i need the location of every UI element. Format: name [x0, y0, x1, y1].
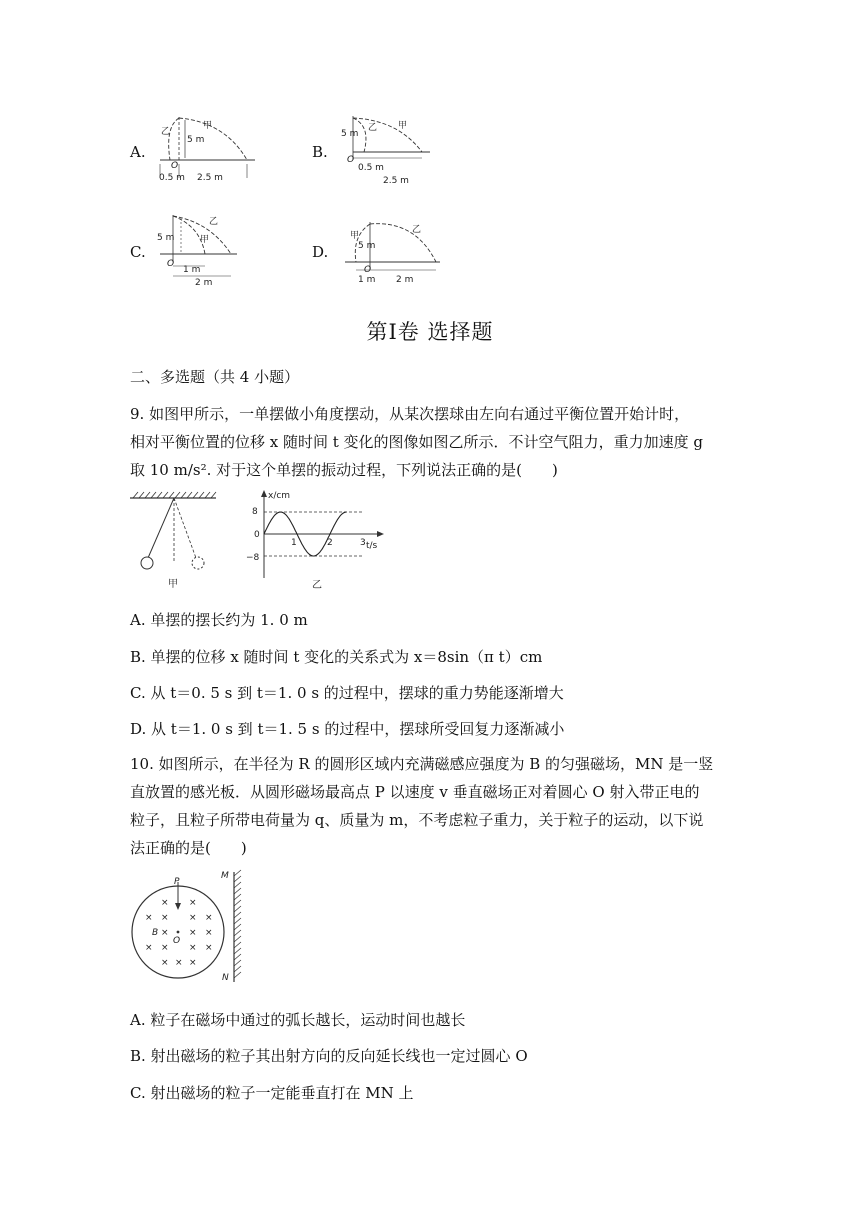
- option-b-d2: 2.5 m: [383, 176, 409, 186]
- y-axis-label: x/cm: [268, 491, 291, 501]
- option-d-d2: 2 m: [396, 275, 414, 285]
- x-tick-1: 1: [291, 538, 297, 548]
- center-point: [177, 931, 180, 934]
- option-a-figure: [155, 112, 260, 184]
- pendulum-figure: [128, 490, 223, 590]
- pendulum-caption: 甲: [168, 579, 178, 590]
- q10-line4: 法正确的是( ): [130, 839, 247, 857]
- hatch-line: [234, 948, 241, 954]
- y-tick-origin: 0: [254, 530, 260, 540]
- q9-option-a: A. 单摆的摆长约为 1. 0 m: [130, 611, 308, 629]
- field-cross: ×: [145, 943, 153, 953]
- y-axis-arrow: [261, 490, 267, 497]
- option-a-height: 5 m: [187, 135, 205, 145]
- hatch-line: [234, 876, 241, 882]
- q10-option-a: A. 粒子在磁场中通过的弧长越长，运动时间也越长: [130, 1011, 466, 1029]
- x-axis-arrow: [377, 531, 384, 537]
- section-title: 第Ⅰ卷 选择题: [366, 320, 494, 344]
- hatch-line: [234, 894, 241, 900]
- option-a-letter: A.: [130, 143, 146, 161]
- x-tick-2: 2: [327, 538, 333, 548]
- field-cross: ×: [161, 943, 169, 953]
- field-cross: ×: [161, 958, 169, 968]
- x-tick-3: 3: [360, 538, 366, 548]
- option-a-origin: O: [171, 161, 179, 171]
- y-tick-neg: −8: [246, 553, 260, 563]
- field-cross: ×: [189, 898, 197, 908]
- hatch-line: [234, 972, 241, 978]
- q9-line2: 相对平衡位置的位移 x 随时间 t 变化的图像如图乙所示．不计空气阻力，重力加速度 g: [130, 433, 703, 451]
- option-c-height: 5 m: [157, 233, 175, 243]
- option-a-jia: 甲: [203, 121, 213, 131]
- option-d-d1: 1 m: [358, 275, 376, 285]
- q9-stem: [130, 400, 750, 484]
- hatch-line: [234, 936, 241, 942]
- option-b-jia: 甲: [398, 121, 408, 131]
- field-cross: ×: [189, 943, 197, 953]
- magnetic-field-figure: [128, 866, 248, 986]
- option-d-yi: 乙: [412, 225, 422, 235]
- q10-line2: 直放置的感光板．从圆形磁场最高点 P 以速度 v 垂直磁场正对着圆心 O 射入带正电的: [130, 783, 700, 801]
- plate-m-label: M: [221, 871, 229, 881]
- hatch-line: [234, 966, 241, 972]
- option-c-jia: 甲: [200, 235, 210, 245]
- option-c-figure: [155, 210, 245, 288]
- field-cross: ×: [161, 898, 169, 908]
- option-a-d1: 0.5 m: [159, 173, 185, 183]
- option-d-letter: D.: [312, 243, 329, 261]
- field-cross: ×: [161, 928, 169, 938]
- option-b-letter: B.: [312, 143, 328, 161]
- xt-axes: [261, 490, 384, 578]
- q10-stem: [130, 750, 750, 862]
- xt-graph: [240, 488, 390, 592]
- q9-line3: 取 10 m/s². 对于这个单摆的振动过程，下列说法正确的是( ): [130, 461, 558, 479]
- hatch-line: [234, 924, 241, 930]
- option-b-origin: O: [347, 155, 355, 165]
- q10-option-c: C. 射出磁场的粒子一定能垂直打在 MN 上: [130, 1084, 414, 1102]
- option-d-origin: O: [364, 265, 372, 275]
- field-cross: ×: [189, 928, 197, 938]
- hatch-line: [234, 918, 241, 924]
- q9-option-c: C. 从 t＝0. 5 s 到 t＝1. 0 s 的过程中，摆球的重力势能逐渐增大: [130, 684, 564, 702]
- q10-line1: 10. 如图所示，在半径为 R 的圆形区域内充满磁感应强度为 B 的匀强磁场，MN 是一竖: [130, 755, 714, 773]
- option-c-origin: O: [167, 259, 175, 269]
- hatch-line: [234, 912, 241, 918]
- field-cross: ×: [205, 928, 213, 938]
- center-o-label: O: [173, 936, 181, 946]
- x-axis-label: t/s: [366, 541, 378, 551]
- q10-option-b: B. 射出磁场的粒子其出射方向的反向延长线也一定过圆心 O: [130, 1047, 528, 1065]
- part2-heading: 二、多选题（共 4 小题）: [130, 368, 300, 386]
- field-cross: ×: [145, 913, 153, 923]
- hatch-line: [234, 960, 241, 966]
- hatch-line: [234, 870, 241, 876]
- q9-option-d: D. 从 t＝1. 0 s 到 t＝1. 5 s 的过程中，摆球所受回复力逐渐减小: [130, 720, 565, 738]
- option-b-height: 5 m: [341, 129, 359, 139]
- option-c-letter: C.: [130, 243, 146, 261]
- field-cross: ×: [205, 913, 213, 923]
- option-d-jia: 甲: [350, 231, 360, 241]
- y-tick-pos: 8: [252, 507, 258, 517]
- q10-line3: 粒子，且粒子所带电荷量为 q、质量为 m，不考虑粒子重力，关于粒子的运动，以下说: [130, 811, 704, 829]
- field-cross: ×: [161, 913, 169, 923]
- hatch-line: [234, 888, 241, 894]
- q9-line1: 9. 如图甲所示，一单摆做小角度摆动，从某次摆球由左向右通过平衡位置开始计时，: [130, 405, 690, 423]
- field-cross: ×: [189, 913, 197, 923]
- hatch-line: [234, 906, 241, 912]
- plate-n-label: N: [222, 973, 229, 983]
- field-cross: ×: [175, 958, 183, 968]
- option-a-d2: 2.5 m: [197, 173, 223, 183]
- option-a-yi: 乙: [161, 127, 171, 137]
- graph-caption: 乙: [312, 580, 322, 591]
- field-b-label: B: [152, 928, 159, 938]
- option-b-d1: 0.5 m: [358, 163, 384, 173]
- hatch-line: [234, 942, 241, 948]
- option-d-figure: [340, 212, 445, 288]
- option-c-d1: 1 m: [183, 265, 201, 275]
- option-b-figure: [338, 112, 438, 188]
- field-cross: ×: [205, 943, 213, 953]
- hatch-line: [234, 954, 241, 960]
- hatch-line: [234, 900, 241, 906]
- option-c-yi: 乙: [209, 217, 219, 227]
- q9-option-b: B. 单摆的位移 x 随时间 t 变化的关系式为 x＝8sin（π t）cm: [130, 648, 543, 666]
- option-c-d2: 2 m: [195, 278, 213, 288]
- plate-hatch: [234, 870, 241, 978]
- point-p-label: P: [174, 877, 180, 887]
- hatch-line: [234, 930, 241, 936]
- option-d-height: 5 m: [358, 241, 376, 251]
- hatch-line: [234, 882, 241, 888]
- option-b-yi: 乙: [368, 123, 378, 133]
- field-cross: ×: [189, 958, 197, 968]
